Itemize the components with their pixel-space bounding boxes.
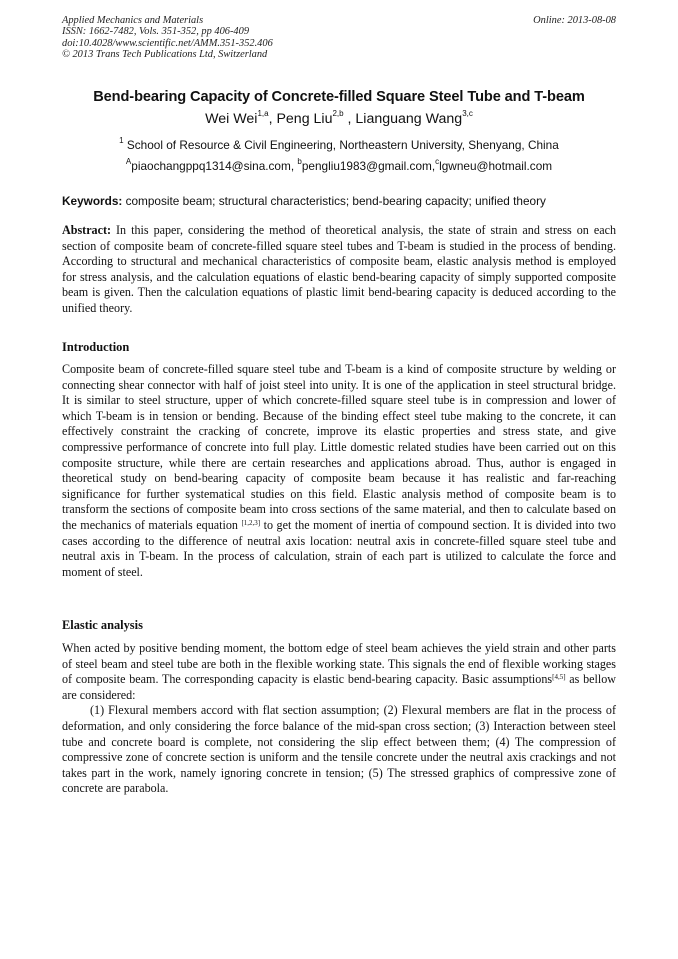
journal-header <box>62 15 616 61</box>
doi-line: doi:10.4028/www.scientific.net/AMM.351-352.406 <box>62 37 273 49</box>
affiliation-text: School of Resource & Civil Engineering, Northeastern University, Shenyang, China <box>123 138 559 152</box>
author-list: Wei Wei$^{1,a}$, Peng Liu$^{2,b}$ , Lianguang Wang$^{3,c}$ <box>205 109 473 127</box>
affiliation <box>40 138 638 152</box>
email-link[interactable]: piaochangppq1314@sina.com, <box>131 159 298 173</box>
affiliation-superscript: 1 <box>119 136 124 145</box>
author-superscript: 2,b <box>332 109 344 118</box>
keywords-label: Keywords: <box>62 194 123 208</box>
journal-name: Applied Mechanics and Materials <box>62 15 204 26</box>
author-superscript: 1,a <box>257 109 269 118</box>
assumptions-paragraph: (1) Flexural members accord with flat section assumption; (2) Flexural members are flat in the process of deformation, and only considering the force balance of the mid-span cross section; (3) Interaction between steel tube and concrete board is complete, not considering the slip effect between them; (4) The compression of compressive zone of concrete section is uniform and the tensile concrete under the neutral axis crackings and not takes part in the work, namely ignoring concrete in tension; (5) The stressed graphics of compressive zone of concrete are parabola. <box>62 703 616 796</box>
section-heading-introduction: Introduction <box>62 340 130 354</box>
citation: [1,2,3] <box>241 518 261 527</box>
email-link[interactable]: pengliu1983@gmail.com, <box>301 159 436 173</box>
author-name: Peng Liu <box>276 111 333 127</box>
elastic-analysis-paragraph: When acted by positive bending moment, the bottom edge of steel beam achieves the yield strain and other parts of steel beam and steel tube are both in the flexible working state. This signals the end of flexible working stages of composite beam. The corresponding capacity is elastic bend-bearing capacity. Basic assumptions[4,5] as bellow are considered: (1) Flexural members accord with flat section assumption; (2) Flexural members are flat in the process of deformation, and only considering the force balance of the mid-span cross section; (3) Interaction between steel tube and concrete board is complete, not considering the slip effect between them; (4) The compression of compressive zone of concrete section is uniform and the tensile concrete under the neutral axis crackings and not takes part in the work, namely ignoring concrete in tension; (5) The stressed graphics of compressive zone of concrete are parabola. <box>62 641 616 796</box>
email-link[interactable]: lgwneu@hotmail.com <box>439 159 553 173</box>
paper-title: Bend-bearing Capacity of Concrete-filled Square Steel Tube and T-beam <box>93 89 585 105</box>
introduction-paragraph: Composite beam of concrete-filled square steel tube and T-beam is a kind of composite structure by welding or connecting shear connector with half of joist steel into unity. It is one of the application in steel structural bridge. It is similar to steel structure, upper of which concrete-filled square steel tube is in compression and lower of which T-beam is in tension or bending. Because of the binding effect steel tube making to the concrete, it can effectively constraint the cracking of concrete, improve its elastic properties and stress state, and give compressive performance of concrete into full play. Little domestic related studies have been carried out on this composite structure, while there are certain researches and applications abroad. Thus, author is engaged in theoretical study on bend-bearing capacity of composite beam because it has realistic and far-reaching significance for further systematical studies on this field. Elastic analysis method of composite beam is to transform the sections of composite beam into cross sections of the same material, and then to calculate based on the mechanics of materials equation [1,2,3] to get the moment of inertia of compound section. It is divided into two cases according to the difference of neutral axis location: neutral axis in concrete-filled square steel tube and neutral axis in T-beam. In the process of calculation, strain of each part is utilized to calculate the force and moment of steel. <box>62 362 616 579</box>
online-date: Online: 2013-08-08 <box>533 15 616 26</box>
author-name: Wei Wei <box>205 111 258 127</box>
author-name: Lianguang Wang <box>355 111 463 127</box>
author-emails: $^A$piaochangppq1314@sina.com, $^b$pengliu1983@gmail.com,$^c$lgwneu@hotmail.com <box>125 157 553 173</box>
section-heading-elastic-analysis: Elastic analysis <box>62 618 143 632</box>
abstract <box>62 223 616 317</box>
abstract-label: Abstract: <box>62 223 112 237</box>
issn-line: ISSN: 1662-7482, Vols. 351-352, pp 406-409 <box>62 26 250 38</box>
keywords <box>62 194 616 208</box>
copyright-line: © 2013 Trans Tech Publications Ltd, Switzerland <box>62 49 268 61</box>
citation: [4,5] <box>552 673 566 682</box>
keywords-text: composite beam; structural characteristics; bend-bearing capacity; unified theory <box>122 194 546 208</box>
abstract-text: In this paper, considering the method of theoretical analysis, the state of strain and stress on each section of composite beam of concrete-filled square steel tubes and T-beam is studied in the process of bending. According to structural and mechanical characteristics of composite beam, elastic analysis method is employed for stress analysis, and the calculation equations of elastic bend-bearing capacity of simply supported composite beam is given. Then the calculation equations of plastic limit bend-bearing capacity is deduced according to the unified theory. <box>62 223 616 315</box>
author-superscript: 3,c <box>462 109 473 118</box>
